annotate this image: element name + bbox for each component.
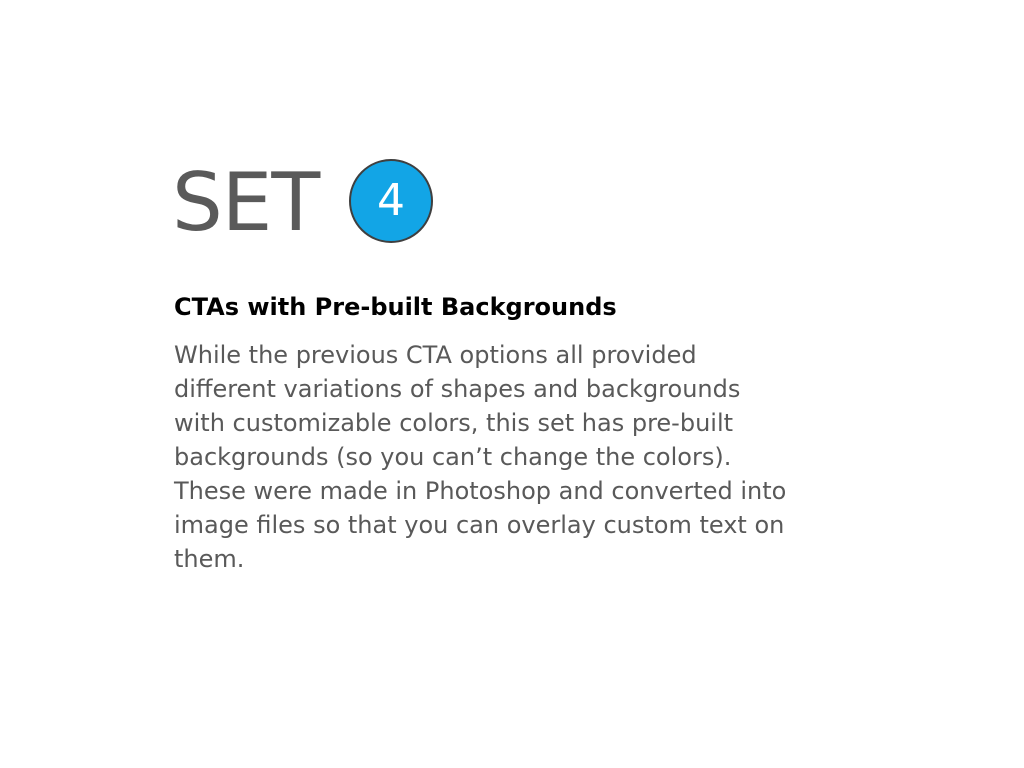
description-line: with customizable colors, this set has pre-built [174, 409, 734, 437]
description-line: them. [174, 545, 245, 573]
section-subtitle: CTAs with Pre-built Backgrounds [174, 293, 617, 321]
description-paragraph [174, 338, 834, 576]
description-line: While the previous CTA options all provided [174, 341, 697, 369]
set-number-badge [349, 159, 433, 243]
set-number: 4 [377, 175, 405, 226]
set-heading [172, 158, 319, 248]
description-line: image files so that you can overlay custom text on [174, 511, 785, 539]
description-line: different variations of shapes and backgrounds [174, 375, 741, 403]
description-line: These were made in Photoshop and converted into [174, 477, 787, 505]
set-title: SET [172, 156, 320, 249]
description-line: backgrounds (so you can’t change the colors). [174, 443, 732, 471]
